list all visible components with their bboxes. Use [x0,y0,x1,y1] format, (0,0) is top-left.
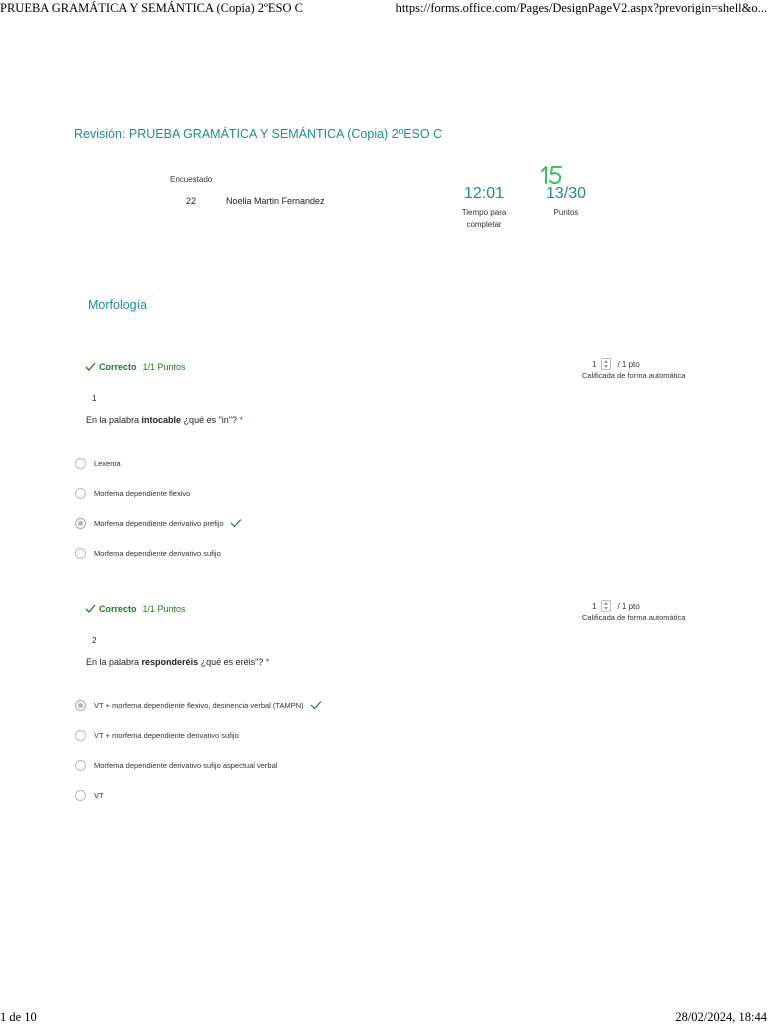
completion-time-value: 12:01 [463,185,505,202]
question-2-suffix: ¿qué es eréis"? [198,657,266,667]
question-1-grade [592,358,640,370]
option-label: VT + morfema dependiente derivativo sufijo [94,730,239,740]
question-1-option-2[interactable] [75,486,190,500]
page-indicator: 1 de 10 [0,1010,37,1024]
handwritten-score-annotation [538,163,578,187]
question-2-grade [592,600,640,612]
check-icon [85,362,96,372]
option-label: Lexema [94,458,121,468]
correct-check-icon [310,700,322,710]
radio-button-selected[interactable] [75,518,86,529]
respondent-number: 22 [186,196,197,206]
option-label: VT + morfema dependiente flexivo, desinencia verbal (TAMPN) [94,700,304,710]
check-icon [85,604,96,614]
option-label: Morfema dependiente derivativo sufijo [94,548,221,558]
question-1-status [85,360,186,374]
question-2-status [85,602,186,616]
score-label: Puntos [553,208,579,217]
option-label: Morfema dependiente derivativo sufijo aspectual verbal [94,760,278,770]
radio-button-selected[interactable] [75,700,86,711]
print-footer [0,1009,768,1027]
option-label: Morfema dependiente flexivo [94,488,191,498]
question-2-status-text: Correcto [99,604,137,614]
radio-button[interactable] [75,790,86,801]
option-label: VT [94,790,104,800]
radio-button[interactable] [75,458,86,469]
question-2-option-1[interactable] [75,698,322,712]
question-1-number: 1 [92,394,97,403]
radio-button[interactable] [75,488,86,499]
radio-button[interactable] [75,730,86,741]
question-2-prefix: En la palabra [86,657,142,667]
question-1-points: 1/1 Puntos [142,362,186,372]
question-1-text [86,415,243,425]
print-header-title: PRUEBA GRAMÁTICA Y SEMÁNTICA (Copia) 2ºESO C [0,1,303,15]
question-1-auto-graded: Calificada de forma automática [582,371,686,380]
question-2-option-2[interactable] [75,728,239,742]
spinner-icon[interactable] [601,358,611,370]
question-2-points: 1/1 Puntos [142,604,186,614]
respondent-name: Noelia Martin Fernandez [226,196,325,206]
question-2-keyword: responderéis [141,657,199,667]
completion-time-label: Tiempo para completar [461,208,507,229]
print-header [0,0,768,18]
question-2-text [86,657,269,667]
required-marker: * [265,657,270,667]
question-2-number: 2 [92,636,97,645]
question-2-option-4[interactable] [75,788,104,802]
question-1-option-4[interactable] [75,546,221,560]
print-datetime: 28/02/2024, 18:44 [675,1010,767,1024]
radio-button[interactable] [75,548,86,559]
question-2-option-3[interactable] [75,758,277,772]
spinner-icon[interactable] [601,600,611,612]
question-1-grade-max: / 1 pto [617,359,640,369]
question-1-option-3[interactable] [75,516,242,530]
question-1-option-1[interactable] [75,456,121,470]
score-value: 13/30 [545,185,587,202]
question-2-auto-graded: Calificada de forma automática [582,613,686,622]
question-1-keyword: intocable [141,415,182,425]
question-1-grade-value[interactable]: 1 [592,359,597,369]
form-title: Revisión: PRUEBA GRAMÁTICA Y SEMÁNTICA (Copia) 2ºESO C [74,127,443,141]
print-header-url: https://forms.office.com/Pages/DesignPageV2.aspx?prevorigin=shell&o... [395,1,767,15]
question-2-grade-value[interactable]: 1 [592,601,597,611]
section-title: Morfología [88,298,148,312]
correct-check-icon [230,518,242,528]
question-1-status-text: Correcto [99,362,137,372]
required-marker: * [239,415,243,425]
question-1-prefix: En la palabra [86,415,142,425]
question-1-suffix: ¿qué es "in"? [181,415,240,425]
option-label: Morfema dependiente derivativo prefijo [94,518,224,528]
respondent-label: Encuestado [170,175,213,184]
radio-button[interactable] [75,760,86,771]
question-2-grade-max: / 1 pto [617,601,640,611]
